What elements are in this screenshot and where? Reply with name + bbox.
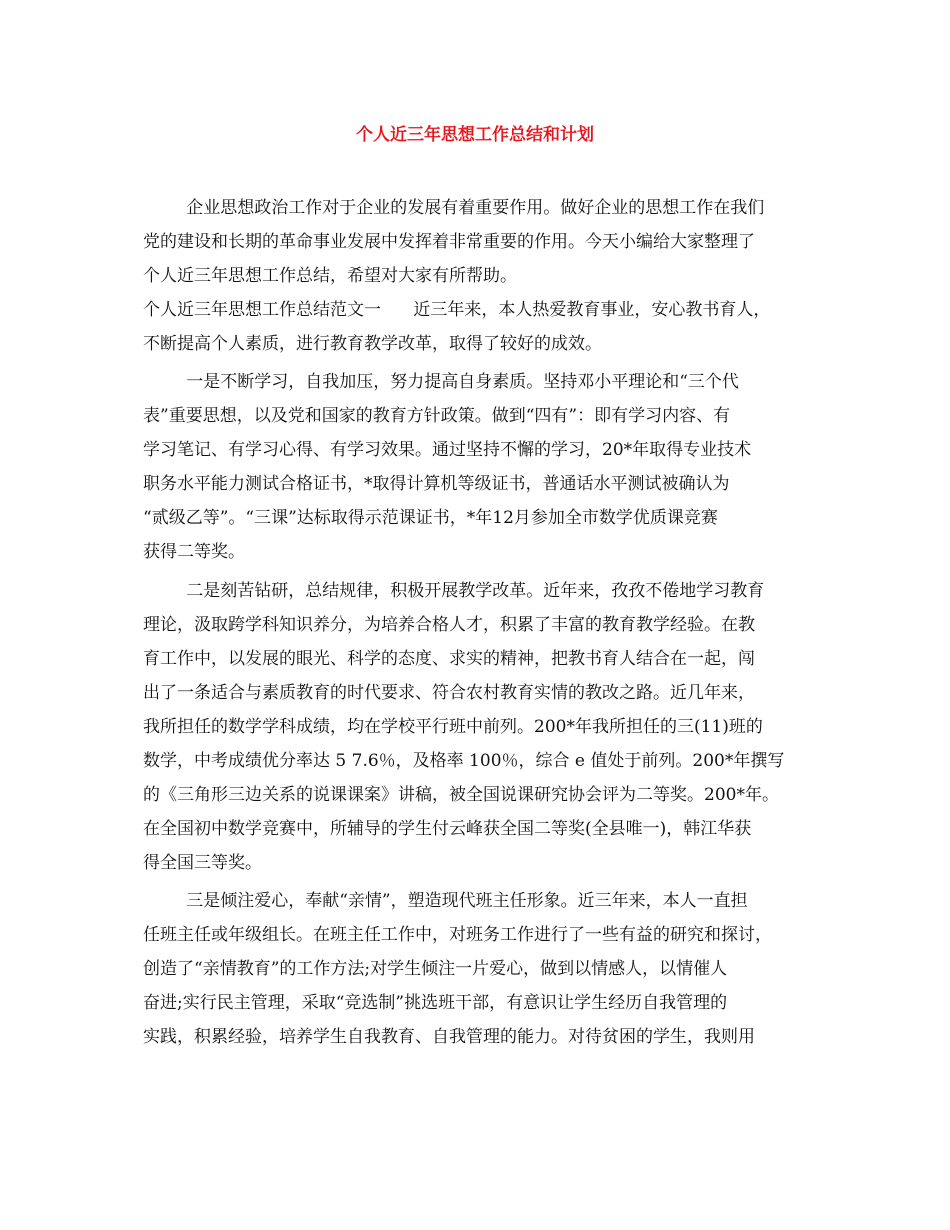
document-title: 个人近三年思想工作总结和计划 bbox=[356, 125, 594, 145]
body-line: 不断提高个人素质，进行教育教学改革，取得了较好的成效。 bbox=[143, 334, 602, 354]
body-line: 出了一条适合与素质教育的时代要求、符合农村教育实情的教改之路。近几年来， bbox=[143, 683, 755, 703]
body-line: 个人近三年思想工作总结，希望对大家有所帮助。 bbox=[143, 266, 517, 286]
body-line: 育工作中，以发展的眼光、科学的态度、求实的精神，把教书育人结合在一起，闯 bbox=[143, 649, 755, 669]
body-line: 党的建设和长期的革命事业发展中发挥着非常重要的作用。今天小编给大家整理了 bbox=[143, 232, 755, 252]
body-line: 创造了“亲情教育”的工作方法;对学生倾注一片爱心，做到以情感人，以情催人 bbox=[143, 959, 728, 979]
body-line: 数学，中考成绩优分率达 5 7.6％，及格率 100％，综合 e 值处于前列。200*年撰写 bbox=[143, 751, 785, 771]
body-line: 我所担任的数学学科成绩，均在学校平行班中前列。200*年我所担任的三(11)班的 bbox=[143, 717, 763, 737]
body-line: 学习笔记、有学习心得、有学习效果。通过坚持不懈的学习，20*年取得专业技术 bbox=[143, 440, 752, 460]
body-line: 一是不断学习，自我加压，努力提高自身素质。坚持邓小平理论和“三个代 bbox=[143, 372, 739, 392]
body-line: 获得二等奖。 bbox=[143, 542, 245, 562]
body-line: 个人近三年思想工作总结范文一 近三年来，本人热爱教育事业，安心教书育人， bbox=[143, 300, 771, 320]
body-line: 奋进;实行民主管理，采取“竞选制”挑选班干部，有意识让学生经历自我管理的 bbox=[143, 993, 728, 1013]
body-line: 的《三角形三边关系的说课课案》讲稿，被全国说课研究协会评为二等奖。200*年。 bbox=[143, 785, 779, 805]
body-line: 任班主任或年级组长。在班主任工作中，对班务工作进行了一些有益的研究和探讨， bbox=[143, 925, 772, 945]
body-line: 企业思想政治工作对于企业的发展有着重要作用。做好企业的思想工作在我们 bbox=[143, 198, 765, 218]
body-line: 三是倾注爱心，奉献“亲情”，塑造现代班主任形象。近三年来，本人一直担 bbox=[143, 891, 748, 911]
body-line: 职务水平能力测试合格证书，*取得计算机等级证书，普通话水平测试被确认为 bbox=[143, 474, 730, 494]
body-line: 实践，积累经验，培养学生自我教育、自我管理的能力。对待贫困的学生，我则用 bbox=[143, 1027, 755, 1047]
body-line: 理论，汲取跨学科知识养分，为培养合格人才，积累了丰富的教育教学经验。在教 bbox=[143, 615, 755, 635]
body-line: “贰级乙等”。“三课”达标取得示范课证书，*年12月参加全市数学优质课竞赛 bbox=[143, 508, 718, 528]
body-line: 表”重要思想，以及党和国家的教育方针政策。做到“四有”：即有学习内容、有 bbox=[143, 406, 731, 426]
body-line: 得全国三等奖。 bbox=[143, 853, 262, 873]
body-line: 二是刻苦钻研，总结规律，积极开展教学改革。近年来，孜孜不倦地学习教育 bbox=[143, 581, 765, 601]
body-line: 在全国初中数学竞赛中，所辅导的学生付云峰获全国二等奖(全县唯一)，韩江华获 bbox=[143, 819, 752, 839]
